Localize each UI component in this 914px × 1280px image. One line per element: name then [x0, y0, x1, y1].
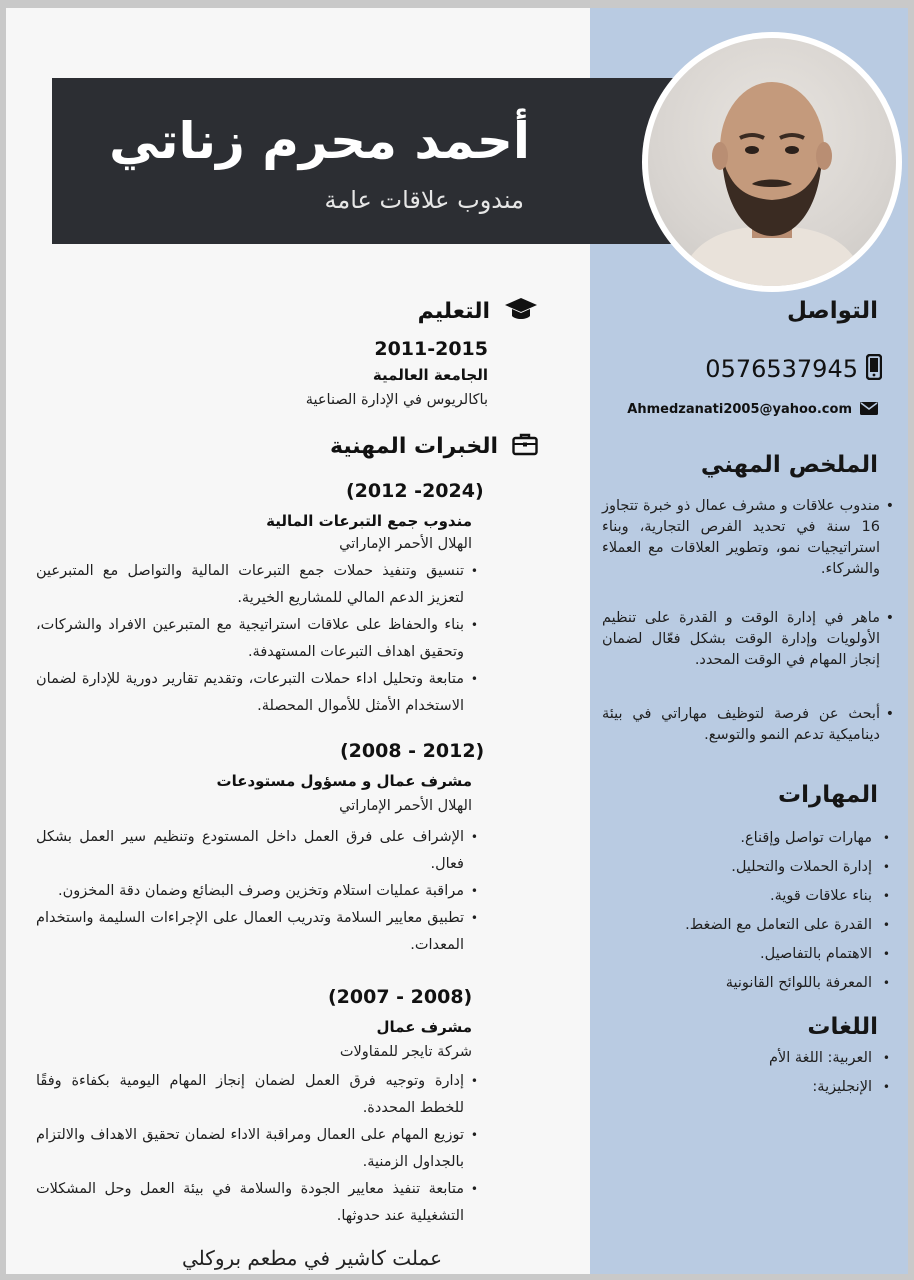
job-duties	[36, 824, 478, 959]
experience-heading: الخبرات المهنية	[329, 433, 498, 459]
mail-icon	[860, 400, 878, 419]
education-heading-row	[418, 296, 538, 326]
handwritten-note: عملت كاشير في مطعم بروكلي	[182, 1246, 443, 1270]
job-period: (2008 - 2012)	[340, 740, 485, 762]
language-item: • العربية: اللغة الأم	[769, 1044, 890, 1073]
duty-item: • متابعة وتحليل اداء حملات التبرعات، وتقديم تقارير دورية للإدارة لضمان الاستخدام الأمثل للأموال المحصلة.	[36, 666, 478, 720]
skill-item: • القدرة على التعامل مع الضغط.	[685, 911, 890, 940]
summary-item: • أبحث عن فرصة لتوظيف مهاراتي في بيئة ديناميكية تدعم النمو والتوسع.	[602, 704, 894, 746]
duty-item: • تنسيق وتنفيذ حملات جمع التبرعات المالية والتواصل مع المتبرعين لتعزيز الدعم المالي للمشاريع الخيرية.	[36, 558, 478, 612]
profile-photo	[642, 32, 902, 292]
skills-list	[685, 824, 890, 998]
education-degree: باكالريوس في الإدارة الصناعية	[305, 392, 488, 408]
duty-item: • تطبيق معايير السلامة وتدريب العمال على الإجراءات السليمة واستخدام المعدات.	[36, 905, 478, 959]
candidate-name: أحمد محرم زناتي	[109, 112, 530, 170]
duty-item: • الإشراف على فرق العمل داخل المستودع وتنظيم سير العمل بشكل فعال.	[36, 824, 478, 878]
job-role: مشرف عمال و مسؤول مستودعات	[216, 772, 472, 790]
language-item: • الإنجليزية:	[769, 1073, 890, 1102]
skill-item: • مهارات تواصل وإقناع.	[685, 824, 890, 853]
duty-item: • توزيع المهام على العمال ومراقبة الاداء لضمان تحقيق الاهداف والالتزام بالجداول الزمنية.	[36, 1122, 478, 1176]
phone-icon	[866, 354, 882, 384]
job-duties	[36, 1068, 478, 1230]
skill-item: • المعرفة باللوائح القانونية	[685, 969, 890, 998]
summary-heading: الملخص المهني	[700, 452, 878, 478]
job-duties	[36, 558, 478, 720]
summary-list	[602, 608, 894, 671]
summary-item: • مندوب علاقات و مشرف عمال ذو خبرة تتجاوز 16 سنة في تحديد الفرص التجارية، وبناء استراتيجيات نمو، وتطوير العلاقات مع العملاء والشركاء.	[602, 496, 894, 580]
email-address: Ahmedzanati2005@yahoo.com	[627, 402, 852, 417]
summary-list	[602, 496, 894, 580]
graduation-cap-icon	[504, 296, 538, 326]
job-role: مشرف عمال	[376, 1018, 472, 1036]
resume-page	[6, 8, 908, 1274]
job-org: شركة تايجر للمقاولات	[339, 1044, 472, 1060]
duty-item: • مراقبة عمليات استلام وتخزين وصرف البضائع وضمان دقة المخزون.	[36, 878, 478, 905]
experience-heading-row	[330, 432, 538, 460]
portrait-image	[648, 38, 896, 286]
email-row	[627, 400, 878, 419]
duty-item: • إدارة وتوجيه فرق العمل لضمان إنجاز المهام اليومية بكفاءة وفقًا للخطط المحددة.	[36, 1068, 478, 1122]
education-heading: التعليم	[417, 298, 490, 324]
skill-item: • الاهتمام بالتفاصيل.	[685, 940, 890, 969]
briefcase-icon	[512, 432, 538, 460]
contact-heading: التواصل	[787, 298, 878, 324]
education-period: 2011-2015	[374, 338, 488, 360]
phone-number: 0576537945	[705, 355, 858, 383]
duty-item: • متابعة تنفيذ معايير الجودة والسلامة في بيئة العمل وحل المشكلات التشغيلية عند حدوثها.	[36, 1176, 478, 1230]
job-period: (2007 - 2008)	[328, 986, 473, 1008]
phone-row	[705, 354, 882, 384]
skill-item: • بناء علاقات قوية.	[685, 882, 890, 911]
education-school: الجامعة العالمية	[372, 366, 488, 384]
skills-heading: المهارات	[778, 782, 878, 808]
summary-item: • ماهر في إدارة الوقت و القدرة على تنظيم الأولويات وإدارة الوقت بشكل فعّال لضمان إنجاز المهام في الوقت المحدد.	[602, 608, 894, 671]
candidate-title: مندوب علاقات عامة	[324, 186, 524, 214]
duty-item: • بناء والحفاظ على علاقات استراتيجية مع المتبرعين الافراد والشركات، وتحقيق اهداف التبرعات المستهدفة.	[36, 612, 478, 666]
skill-item: • إدارة الحملات والتحليل.	[685, 853, 890, 882]
languages-list	[769, 1044, 890, 1102]
summary-list	[602, 704, 894, 746]
job-role: مندوب جمع التبرعات المالية	[266, 512, 472, 530]
job-org: الهلال الأحمر الإماراتي	[339, 798, 472, 814]
languages-heading: اللغات	[807, 1014, 878, 1040]
job-period: (2012 -2024)	[346, 480, 484, 502]
job-org: الهلال الأحمر الإماراتي	[339, 536, 472, 552]
